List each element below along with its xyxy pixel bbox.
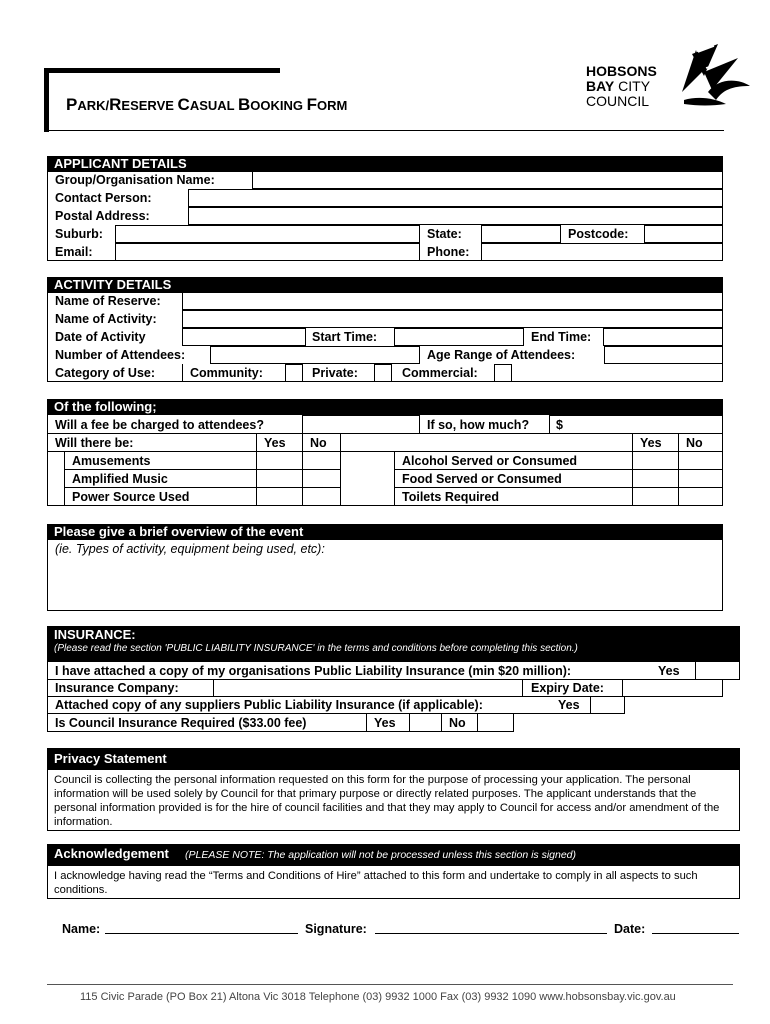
state-label: State:: [427, 227, 462, 241]
alcohol-yes-cell[interactable]: [633, 452, 678, 469]
acknowledgement-heading: Acknowledgement: [54, 846, 169, 861]
acknowledgement-text: I acknowledge having read the “Terms and Conditions of Hire” attached to this form and undertake to comply in all aspects to such conditions.: [54, 870, 698, 896]
activity-name-field[interactable]: [182, 310, 723, 328]
suppliers-yes-label: Yes: [558, 698, 580, 712]
footer-divider: [47, 984, 733, 985]
logo-text-line2: BAY CITY: [586, 78, 651, 94]
left-grid-line-d: [340, 433, 341, 506]
will-there-be-label: Will there be:: [55, 436, 134, 450]
activity-date-field[interactable]: [182, 328, 306, 346]
date-line[interactable]: [652, 933, 739, 934]
right-no-header: No: [686, 436, 703, 450]
age-range-field[interactable]: [604, 346, 723, 364]
name-line[interactable]: [105, 933, 298, 934]
category-divider: [182, 364, 183, 382]
signature-line[interactable]: [375, 933, 607, 934]
start-time-field[interactable]: [394, 328, 524, 346]
fee-answer-field[interactable]: [302, 415, 420, 434]
privacy-text: Council is collecting the personal information requested on this form for the purpose of processing your application. The personal information will be used solely by Council for that primary purpose or directly related purposes. The applicant understands that the personal information provided is for the hire of council facilities and that they may apply to Council for access and/or amendment of the information.: [54, 774, 720, 828]
suburb-label: Suburb:: [55, 227, 103, 241]
bird-icon: [678, 42, 754, 112]
amusements-yes-cell[interactable]: [257, 452, 302, 469]
how-much-label: If so, how much?: [427, 418, 530, 432]
amplified-music-yes-cell[interactable]: [257, 470, 302, 487]
power-source-no-cell[interactable]: [303, 488, 340, 505]
council-no-checkbox[interactable]: [477, 713, 514, 732]
food-no-cell[interactable]: [679, 470, 723, 487]
following-section-header: Of the following;: [47, 399, 723, 415]
reserve-name-field[interactable]: [182, 292, 723, 310]
insurance-company-field[interactable]: [213, 679, 523, 697]
commercial-checkbox[interactable]: [494, 364, 512, 382]
insurance-company-label: Insurance Company:: [55, 681, 179, 695]
group-org-field[interactable]: [252, 171, 723, 189]
email-label: Email:: [55, 245, 93, 259]
power-source-yes-cell[interactable]: [257, 488, 302, 505]
alcohol-no-cell[interactable]: [679, 452, 723, 469]
category-label: Category of Use:: [55, 366, 156, 380]
date-label: Date:: [614, 922, 646, 936]
community-label: Community:: [190, 366, 263, 380]
overview-section-header: Please give a brief overview of the event: [47, 524, 723, 540]
expiry-date-label: Expiry Date:: [531, 681, 604, 695]
council-logo: [586, 62, 756, 116]
group-org-label: Group/Organisation Name:: [55, 173, 215, 187]
postal-address-field[interactable]: [188, 207, 723, 225]
reserve-name-label: Name of Reserve:: [55, 294, 161, 308]
grid-row-line-1: [47, 451, 723, 452]
left-grid-line-a: [64, 451, 65, 506]
alcohol-label: Alcohol Served or Consumed: [402, 454, 578, 468]
private-label: Private:: [312, 366, 358, 380]
private-checkbox[interactable]: [374, 364, 392, 382]
toilets-no-cell[interactable]: [679, 488, 723, 505]
toilets-label: Toilets Required: [402, 490, 500, 504]
activity-date-label: Date of Activity: [55, 330, 146, 344]
logo-text-line1: HOBSONS: [586, 63, 657, 79]
header-frame-top: [44, 68, 280, 73]
contact-person-field[interactable]: [188, 189, 723, 207]
amusements-no-cell[interactable]: [303, 452, 340, 469]
council-yes-checkbox[interactable]: [409, 713, 442, 732]
dollar-sign: $: [556, 418, 563, 432]
applicant-section-header: APPLICANT DETAILS: [47, 156, 723, 172]
amplified-music-no-cell[interactable]: [303, 470, 340, 487]
header-frame-bottom: [44, 130, 724, 131]
council-yes-label: Yes: [374, 716, 396, 730]
power-source-label: Power Source Used: [72, 490, 190, 504]
attendees-field[interactable]: [210, 346, 420, 364]
footer-address: 115 Civic Parade (PO Box 21) Altona Vic 3018 Telephone (03) 9932 1000 Fax (03) 9932 1090 www.hobsonsbay.vic.gov.au: [80, 991, 676, 1003]
suppliers-insurance-label: Attached copy of any suppliers Public Liability Insurance (if applicable):: [55, 698, 483, 712]
activity-name-label: Name of Activity:: [55, 312, 157, 326]
amusements-label: Amusements: [72, 454, 151, 468]
page-title: PARK/RESERVE CASUAL BOOKING FORM: [66, 95, 348, 114]
right-grid-line-a: [394, 451, 395, 506]
attached-insurance-yes-label: Yes: [658, 664, 680, 678]
toilets-yes-cell[interactable]: [633, 488, 678, 505]
age-range-label: Age Range of Attendees:: [427, 348, 576, 362]
acknowledgement-note: (PLEASE NOTE: The application will not be processed unless this section is signed): [185, 849, 577, 861]
phone-field[interactable]: [481, 243, 723, 261]
amplified-music-label: Amplified Music: [72, 472, 168, 486]
fee-question-label: Will a fee be charged to attendees?: [55, 418, 264, 432]
phone-label: Phone:: [427, 245, 470, 259]
left-yes-header: Yes: [264, 436, 286, 450]
overview-hint: (ie. Types of activity, equipment being used, etc):: [55, 542, 325, 556]
suburb-field[interactable]: [115, 225, 420, 243]
signature-label: Signature:: [305, 922, 367, 936]
activity-section-header: ACTIVITY DETAILS: [47, 277, 723, 293]
attached-insurance-label: I have attached a copy of my organisations Public Liability Insurance (min $20 million):: [55, 664, 572, 678]
expiry-date-field[interactable]: [622, 679, 723, 697]
insurance-heading: INSURANCE:: [54, 627, 136, 642]
community-checkbox[interactable]: [285, 364, 303, 382]
logo-text-line3: COUNCIL: [586, 93, 650, 109]
postcode-label: Postcode:: [568, 227, 629, 241]
header-frame-left: [44, 68, 49, 132]
start-time-label: Start Time:: [312, 330, 378, 344]
name-label: Name:: [62, 922, 101, 936]
fee-amount-field[interactable]: [549, 415, 723, 434]
food-label: Food Served or Consumed: [402, 472, 562, 486]
postal-address-label: Postal Address:: [55, 209, 150, 223]
email-field[interactable]: [115, 243, 420, 261]
attendees-label: Number of Attendees:: [55, 348, 186, 362]
council-no-label: No: [449, 716, 466, 730]
contact-person-label: Contact Person:: [55, 191, 152, 205]
council-insurance-label: Is Council Insurance Required ($33.00 fee): [55, 716, 307, 730]
state-field[interactable]: [481, 225, 561, 243]
right-yes-header: Yes: [640, 436, 662, 450]
commercial-label: Commercial:: [402, 366, 478, 380]
suppliers-yes-checkbox[interactable]: [590, 696, 625, 714]
following-divider: [47, 433, 723, 434]
postcode-field[interactable]: [644, 225, 723, 243]
end-time-label: End Time:: [531, 330, 592, 344]
left-no-header: No: [310, 436, 327, 450]
attached-insurance-yes-checkbox[interactable]: [695, 661, 740, 680]
food-yes-cell[interactable]: [633, 470, 678, 487]
end-time-field[interactable]: [603, 328, 723, 346]
privacy-section-header: Privacy Statement: [47, 748, 740, 770]
insurance-note: (Please read the section 'PUBLIC LIABILITY INSURANCE' in the terms and conditions before completing this section.): [54, 643, 578, 654]
